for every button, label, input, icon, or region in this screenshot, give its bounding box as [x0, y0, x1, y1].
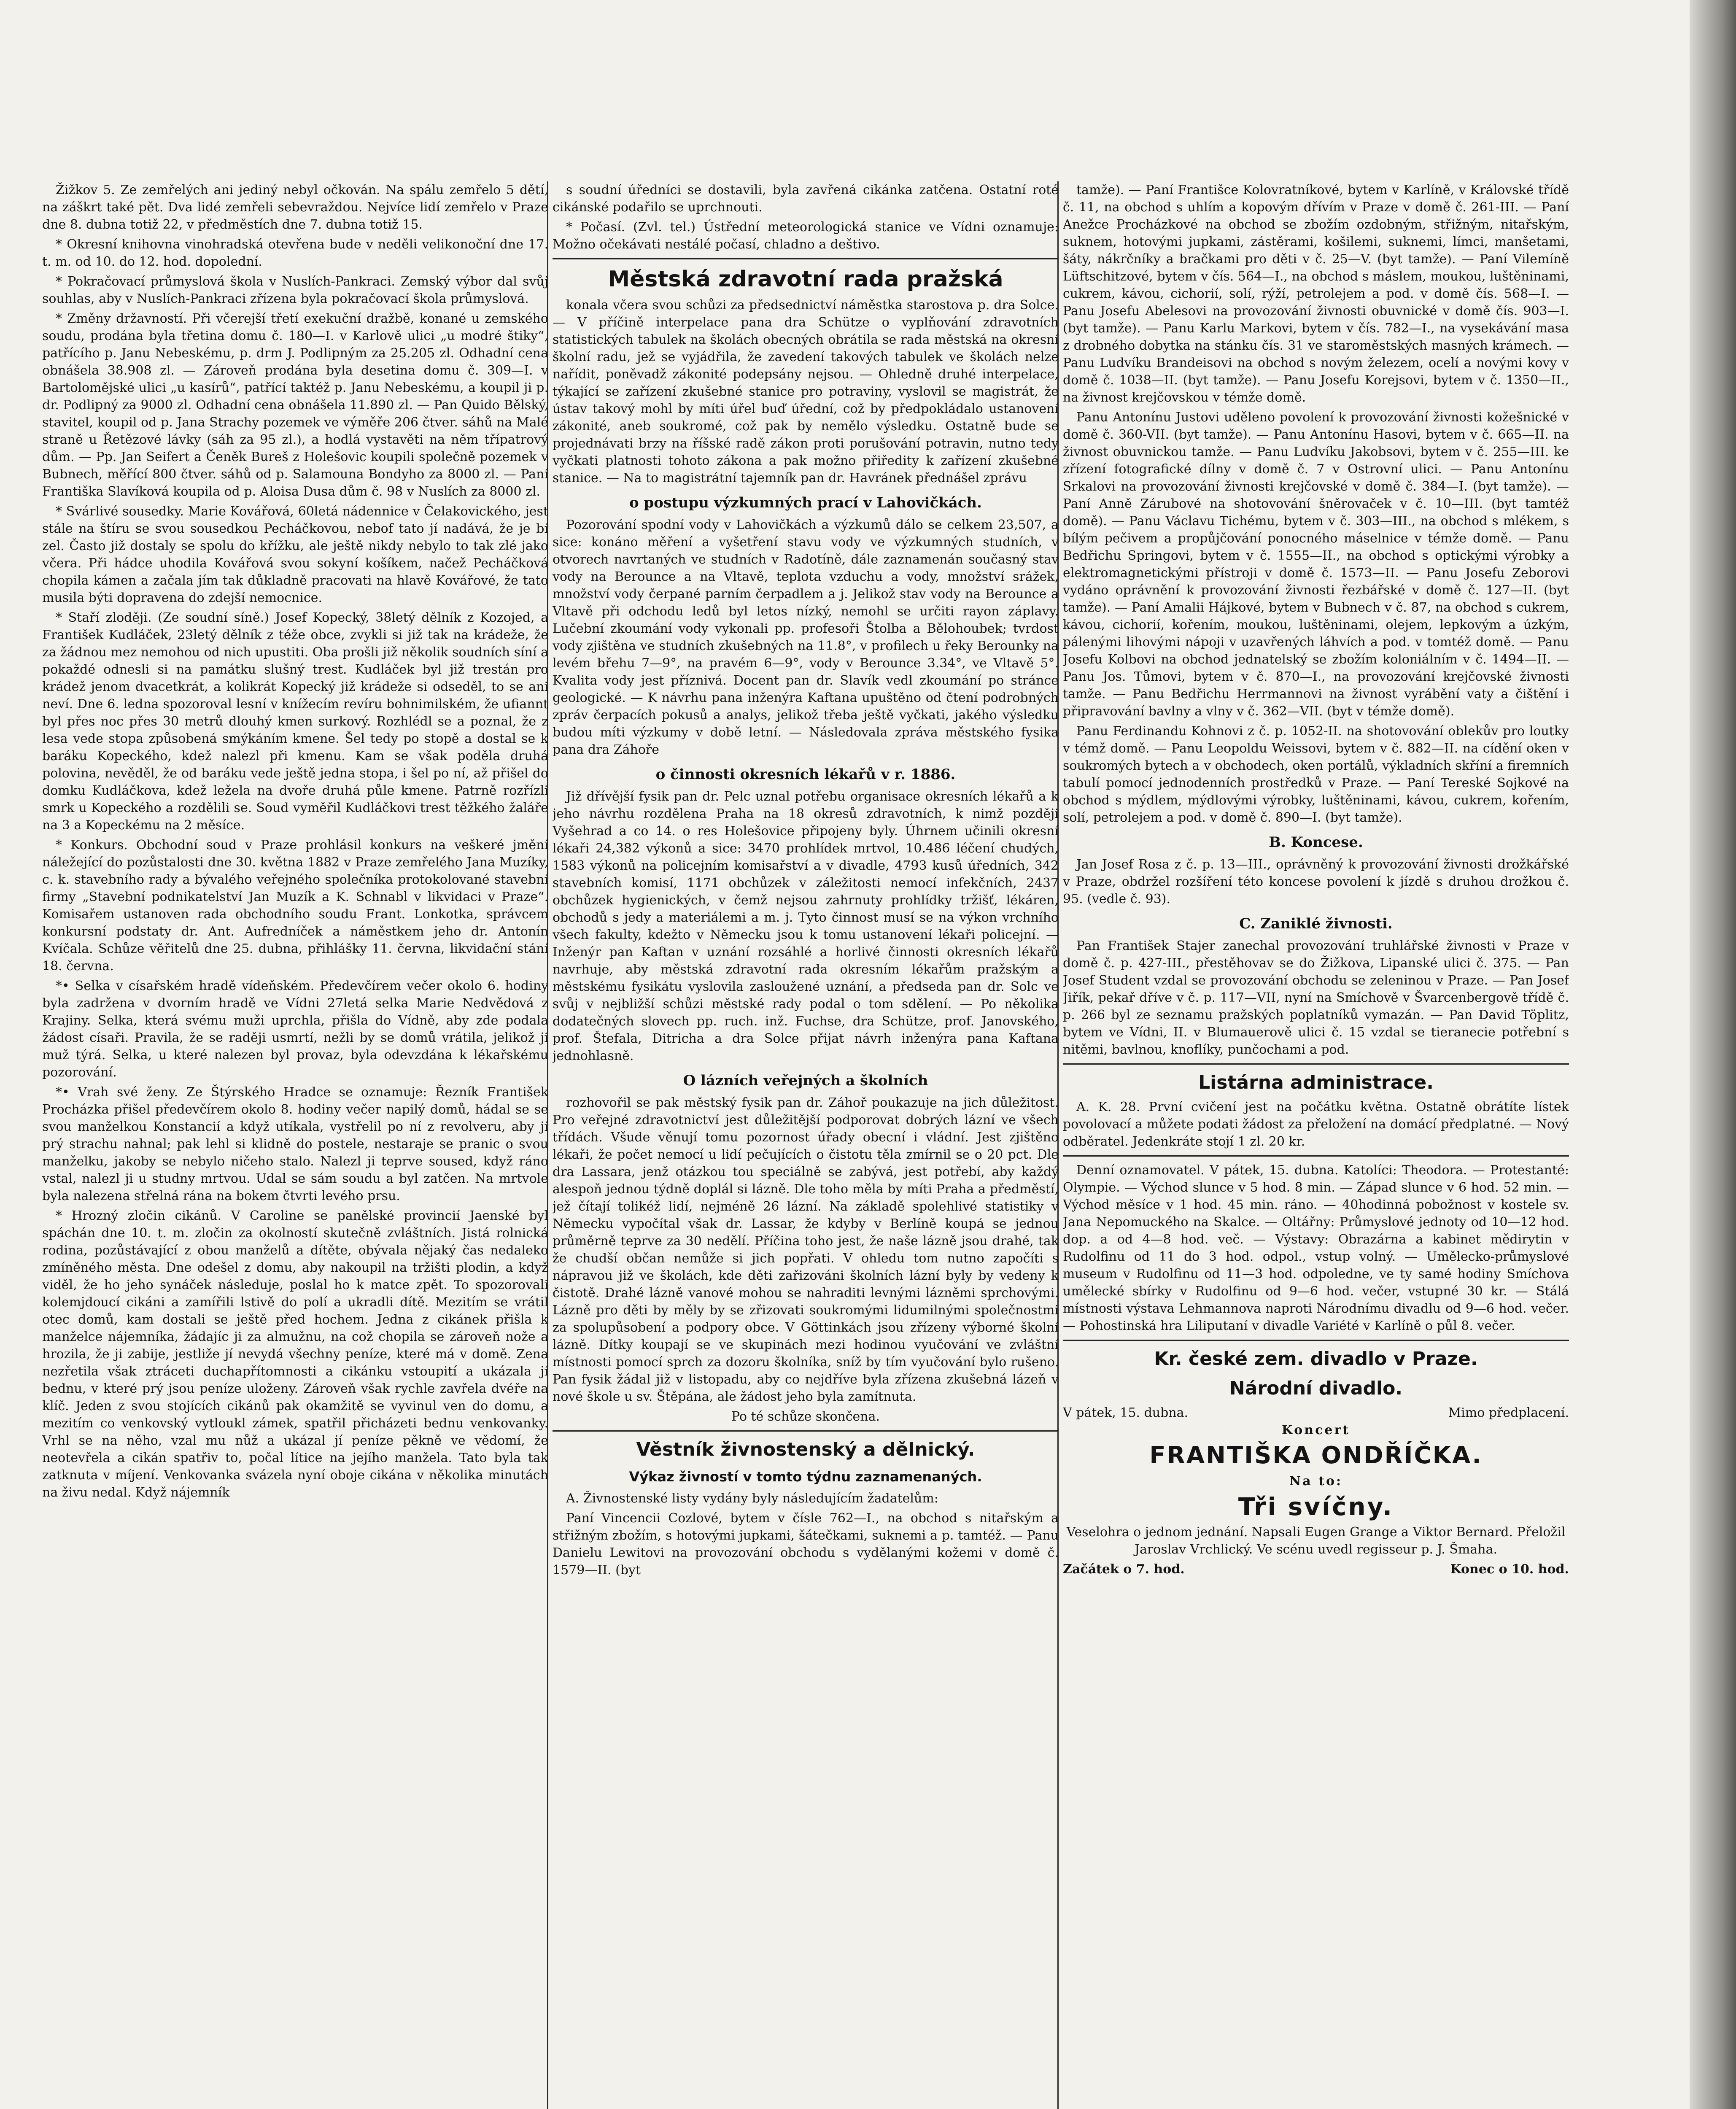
paragraph: *• Vrah své ženy. Ze Štýrského Hradce se oznamuje: Řezník František Procházka přišel předevčírem okolo 8. hodiny večer napilý domů, hádal se se svou manželkou Konstancií a když utíkala, vystřelil po ní z revolveru, aby jí prý strachu nahnal; pak lehl si klidně do postele, nestaraje se pranic o svou manželku, jakoby se nebylo ničeho stalo. Nalezl ji teprve soused, když ráno vstal, nalezl ji u studny mrtvou. Udal se sám soudu a byl zatčen. Na mrtvole byla nalezena střelná rána na bokem čtvrti levého prsu. — [42, 1085, 548, 1203]
paragraph: * Konkurs. Obchodní soud v Praze prohlásil konkurs na veškeré jmění náležející do pozůstalosti dne 30. května 1882 v Praze zemřelého Jana Muzíky, c. k. stavebního rady a bývalého veřejného společníka protokolované stavební firmy „Stavební podnikatelství Jan Muzík a K. Schnabl v likvidaci v Praze“. Komisařem ustanoven rada obchodního soudu Frant. Lonkotka, správcem konkursní podstaty dr. Ant. Aufredníček a náměstkem jeho dr. Antonín Kvíčala. Schůze věřitelů dne 25. dubna, přihlášky 11. června, likvidační stání 18. června. — [42, 838, 548, 974]
paragraph: A. Živnostenské listy vydány byly následujícím žadatelům: — [566, 1491, 938, 1506]
concert-artist: FRANTIŠKA ONDŘÍČKA. — [1149, 1442, 1483, 1469]
divider — [1063, 1155, 1569, 1157]
paragraph: rozhovořil se pak městský fysik pan dr. Záhoř poukazuje na jich důležitost. Pro veřejné zdravotnictví jest důležitější podporovat dobrých lázní ve všech třídách. Všude věnují tomu pozornost úřady obecní i vládní. Jest zjištěno lékaři, že počet nemocí u lidí pečujících o čistotu těla zmírnil se o 20 pct. Dle dra Lassara, jenž otázkou tou speciálně se zabývá, jest potřebí, aby každý alespoň jednou týdně doplál si lázně. Dle toho měla by míti Praha a předměstí, jež čítají tolikéž lidí, nejméně 26 lázní. Na základě spolehlivé statistiky v Německu vypočítal však dr. Lassar, že kdyby v Berlíně koupá se jednou průměrně teprve za 30 nedělí. Příčina toho jest, že naše lázně jsou drahé, tak že chudší občan nemůže si jich popřati. V ohledu tom nutno započíti s nápravou již ve školách, kde děti zařizováni školních lázní byly by vedeny k čistotě. Drahé lázně vanové mohou se nahraditi levnými lázněmi sprchovými. Lázně pro děti by měly by se zřizovati soukromými lidumilnými společnostmi za spolupůsobení a podpory obce. V Göttinkách jsou zřízeny výborné školní lázně. Dítky koupají se ve skupinách mezi hodinou vyučování ve zvláštní místnosti pomocí sprch za dozoru školníka, sníž by tím vyučování bylo rušeno. Pan fysik žádal již v listopadu, aby co nejdříve byla zřízena zkušebná lázeň v nové škole u sv. Štěpána, ale žádost jeho byla zamítnuta. — [553, 1095, 1059, 1404]
paragraph: * Hrozný zločin cikánů. V Caroline se panělské provincií Jaenské byl spáchán dne 10. t. m. zločin za okolností skutečně zvláštních. Jistá rolnická rodina, pozůstávající z obou manželů a dítěte, obývala nějaký čas nedaleko zmíněného města. Dne odešel z domu, aby nakoupil na tržišti plodin, a když viděl, že ho jeho synáček následuje, poslal ho k matce zpět. To spozorovali kolemjdoucí cikáni a zamířili lstivě do polí a ukradli dítě. Mezitím se vrátil otec domů, kam dostali se ještě před hochem. Jedna z cikánek přišla k manželce nájemníka, žádajíc ji za almužnu, na což chopila se zároveň nože a hrozila, že ji zabije, jestliže jí nevydá všechny peníze, které má v domě. Zena nezřetila však ztráceti duchapřítomnosti a cikánku vstoupití a ukázala jí bednu, v které prý jsou peníze uloženy. Zároveň však rychle zavřela dvéře na klíč. Jeden z svou stojících cikánů pak okamžitě se vyvinul ven do domu, a mezitím co venkovský vytloukl zámek, spatřil přicházeti bednu venkovanky. Vrhl se na něho, vzal mu nůž a ukázal jí peníze pěkně ve vědomí, že neotevřela a cikán spatřiv to, počal lítice na jejího manžela. Tato byla tak zatknuta v míjení. Venkovanka svázela nyní oboje cikána v několika minutách na živu nedal. Když nájemník — [42, 1208, 548, 1500]
column-3 — [1063, 181, 1569, 2109]
section-subheading: Výkaz živností v tomto týdnu zaznamenaných. — [629, 1469, 982, 1485]
section-heading: Městská zdravotní rada pražská — [608, 267, 1003, 292]
divider — [553, 258, 1059, 259]
paragraph: Panu Antonínu Justovi uděleno povolení k provozování živnosti kožešnické v domě č. 360-VII. (byt tamže). — Panu Antonínu Hasovi, bytem v č. 665—II. na živnost obuvnickou tamže. — Panu Ludvíku Jakobsovi, bytem v č. 255—III. ke zřízení fotografické dílny v domě č. 7 v Ostrovní ulici. — Panu Antonínu Srkalovi na provozování živnosti krejčovské v domě č. 384—I. (byt tamže). — Paní Anně Zárubové na shotovování šněrovaček v č. 10—III. (byt tamtéž domě). — Panu Václavu Tichému, bytem v č. 303—III., na obchod s mlékem, s bílým pečivem a propůjčování ponocného máselnice v témže domě. — Panu Bedřichu Springovi, bytem v č. 1555—II., na obchod s optickými výrobky a elektromagnetickými přístroji v domě č. 1573—II. — Panu Josefu Zeborovi vydáno oprávnění k provozování živnosti řezbářské v domě č. 127—II. (byt tamže). — Paní Amalii Hájkové, bytem v Bubnech v č. 87, na obchod s cukrem, kávou, cichorií, kořením, moukou, luštěninami, olejem, lepkovým a úzkým, pálenými lihovými nápoji v uzavřených láhvích a pod. v tomtéž domě. — Panu Josefu Kolbovi na obchod jednatelský se zbožím koloniálním v č. 1494—II. — Panu Jos. Tůmovi, bytem v č. 870—I., na provozování krejčovské živnosti tamže. — Panu Bedřichu Herrmannovi na živnost vyrábění vaty a čištění i připravování bavlny a vlny v č. 362—VII. (byt v témže domě). — [1063, 410, 1569, 719]
concert-label: Koncert — [1281, 1423, 1351, 1437]
paragraph: * Změny državností. Při včerejší třetí exekuční dražbě, konané u zemského soudu, prodána byla třetina domu č. 180—I. v Karlově ulici „u modré štiky“, patřícího p. Janu Nebeskému, p. drm J. Podlipným za 25.205 zl. Odhadní cena obnášela 38.908 zl. — Zároveň prodána byla desetina domu č. 309—I. v Bartolomějské ulici „u kasírů“, patřící taktéž p. Janu Nebeskému, a koupil ji p. dr. Podlipný za 9000 zl. Odhadní cena obnášela 11.890 zl. — Pan Quido Bělský, stavitel, koupil od p. Jana Strachy pozemek ve výměře 206 čtver. sáhů na Malé straně u Řetězové lávky (sáh za 95 zl.), a hodlá vystavěti na něm třípatrový dům. — Pp. Jan Seifert a Čeněk Bureš z Holešovic koupili společně pozemek v Bubnech, měřící 800 čtver. sáhů od p. Salamouna Bondyho za 8000 zl. — Paní Františka Slavíková koupila od p. Aloisa Dusa dům č. 98 v Nuslích za 8000 zl. — [42, 311, 548, 499]
paragraph: * Okresní knihovna vinohradská otevřena bude v neděli velikonoční dne 17. t. m. od 10. do 12. hod. dopolední. — [42, 237, 548, 269]
paragraph: *• Selka v císařském hradě vídeňském. Předevčírem večer okolo 6. hodiny byla zadržena v dvorním hradě ve Vídni 27letá selka Marie Nedvědová z Krajiny. Selka, která svému muži uprchla, přišla do Vídně, aby zde podala žádost císaři. Pravila, že se raději usmrtí, nežli by se domů vrátila, jelikož ji muž týrá. Selka, u které nalezen byl provaz, byla odevzdána k lékařskému pozorování. — [42, 979, 548, 1080]
paragraph: Žižkov 5. Ze zemřelých ani jediný nebyl očkován. Na spálu zemřelo 5 dětí, na záškrt také pět. Dva lidé zemřeli sebevraždou. Nejvíce lidí zemřelo v Praze dne 8. dubna totiž 22, v předměstích dne 7. dubna totiž 15. — [42, 183, 548, 232]
performance-date-row — [1063, 1404, 1569, 1421]
section-heading: C. Zaniklé živnosti. — [1239, 915, 1393, 932]
section-heading: Listárna administrace. — [1198, 1072, 1434, 1093]
paragraph: tamže). — Paní Františce Kolovratníkové, bytem v Karlíně, v Královské třídě č. 11, na obchod s uhlím a kopovým dřívím v Praze v domě č. 261-III. — Paní Anežce Procházkové na obchod se zbožím ozdobným, střižným, nitařským, suknem, hotovými jupkami, zástěrami, košilemi, suknemi, límci, manšetami, šáty, nákrčníky a bračkami pro děti v č. 25—V. (byt tamže). — Paní Vilemíně Lüftschitzové, bytem v čís. 564—I., na obchod s máslem, moukou, luštěninami, cukrem, kávou, cichorií, solí, rýží, petrolejem a pod. v domě čís. 568—I. — Panu Josefu Abelesovi na provozování živnosti obuvnické v domě čís. 903—I. (byt tamže). — Panu Karlu Markovi, bytem v čís. 782—I., na vysekávání masa z drobného dobytka na stánku čís. 31 ve staroměstských masných krámech. — Panu Ludvíku Brandeisovi na obchod s novým železem, ocelí a novými kovy v domě č. 1038—II. (byt tamže). — Panu Josefu Korejsovi, bytem v č. 1350—II., na živnost krejčovskou v témže domě. — [1063, 183, 1569, 405]
section-heading: o postupu výzkumných prací v Lahovičkách. — [629, 494, 982, 511]
paragraph: * Staří zloději. (Ze soudní síně.) Josef Kopecký, 38letý dělník z Kozojed, a František Kudláček, 23letý dělník z téže obce, zvykli si již tak na krádeže, že za žádnou mez nemohou od nich upustiti. Oba prošli již několik soudních síní a pokaždé odnesli si na památku slušný trest. Kudláček byl již trestán pro krádež jenom dvacetkrát, a kolikrát Kopecký již krádeže si odseděl, to se ani neví. Dne 6. ledna spozoroval lesní v knížecím revíru bohnimilském, že ufiannt byl přes noc přes 30 metrů dlouhý kmen surkový. Rozhlédl se a poznal, že z lesa vede stopa způsobená smýkáním kmene. Šel tedy po stopě a dostal se k baráku Kopeckého, kdež nalezl při kmenu. Kam se však poděla druhá polovina, nevěděl, že od baráku vede ještě jedna stopa, i šel po ní, až přišel do domku Kudláčkova, kdež ležela na dvoře druhá půle kmene. Patrně rozřízli smrk u Kopeckého a rozdělili se. Soud vyměřil Kudláčkovi trest těžkého žaláře na 3 a Kopeckému na 2 měsíce. — [42, 610, 548, 833]
paragraph: Paní Vincencii Cozlové, bytem v čísle 762—I., na obchod s nitařským a střižným zbožím, s hotovými jupkami, šátečkami, suknemi a p. tamtéž. — Panu Danielu Lewitovi na provozování obchodu s vydělanými kožemi v domě č. 1579—II. (byt — [553, 1511, 1059, 1578]
paragraph: * Svárlivé sousedky. Marie Kovářová, 60letá nádennice v Čelakovického, jest stále na štíru se svou sousedkou Pecháčkovou, nebof tato jí nadává, že je bí zel. Často již dostaly se spolu do křížku, ale ještě nikdy nebylo to tak zlé jako včera. Při hádce uhodila Kovářová svou sokyní košíkem, načež Pecháčková chopila kámen a začala jím tak důkladně pracovati na hlavě Kovářové, že tato musila býti dopravena do zdejší nemocnice. — [42, 504, 548, 605]
divider — [1063, 1063, 1569, 1065]
paragraph: Jan Josef Rosa z č. p. 13—III., oprávněný k provozování živnosti drožkářské v Praze, obdržel rozšíření této koncese povolení k jízdě s druhou drožkou č. 95. (vedle č. 93). — [1063, 857, 1569, 906]
column-2 — [553, 181, 1059, 2109]
theatre-subheading: Národní divadlo. — [1229, 1378, 1403, 1399]
play-title: Tři svíčny. — [1238, 1492, 1394, 1521]
then-label: Na to: — [1289, 1474, 1343, 1489]
column-1 — [42, 181, 548, 2109]
section-heading: Věstník živnostenský a dělnický. — [636, 1439, 975, 1460]
section-heading: o činnosti okresních lékařů v r. 1886. — [655, 766, 956, 783]
paragraph: * Pokračovací průmyslová škola v Nuslích-Pankraci. Zemský výbor dal svůj souhlas, aby v Nuslích-Pankraci zřízena byla pokračovací škola průmyslová. — [42, 274, 548, 306]
section-heading: B. Koncese. — [1269, 834, 1363, 851]
paragraph: Pozorování spodní vody v Lahovičkách a výzkumů dálo se celkem 23,507, a sice: konáno měření a vyšetření stavu vody ve výzkumných studních, v otvorech navrtaných ve studních v Radotíně, dále zaznamenán současný stav vody na Berounce a na Vltavě, teplota vzduchu a vody, množství srážek, množství vody čerpané parním čerpadlem a j. Jelikož stav vody na Berounce a Vltavě při odchodu ledů byl letos nízký, nemohl se určiti rayon záplavy. Lučební zkoumání vody vykonali pp. profesoři Štolba a Bělohoubek; tvrdost vody zjištěna ve studních zkušebných na 11.8°, v profilech u řeky Berounky na levém břehu 7—9°, na pravém 6—9°, vody v Berounce 3.34°, ve Vltavě 5°. Kvalita vody jest příznivá. Docent pan dr. Slavík vedl zkoumání po stránce geologické. — K návrhu pana inženýra Kaftana upuštěno od čtení podrobných zpráv čerpacích pokusů a analys, jelikož třeba ještě vyčkati, jakého výsledku budou míti výzkumy v době letní. — Následovala zpráva městského fysika pana dra Záhoře — [553, 518, 1059, 757]
paragraph: * Počasí. (Zvl. tel.) Ústřední meteorologická stanice ve Vídni oznamuje: Možno očekávati nestálé počasí, chladno a deštivo. — [553, 220, 1059, 252]
paragraph: Pan František Stajer zanechal provozování truhlářské živnosti v Praze v domě č. p. 427-III., přestěhovav se do Žižkova, Lipanské ulici č. 375. — Pan Josef Student vzdal se provozování obchodu se zeleninou v Praze. — Pan Josef Jiřík, pekař dříve v č. p. 117—VII, nyní na Smíchově v Švarcenbergově třídě č. p. 266 byl ze seznamu pražských poplatníků vymazán. — Pan David Töplitz, bytem ve Vídni, II. v Blumauerově ulici č. 15 vzdal se tieranecie potřební s nitěmi, bavlnou, knoflíky, punčochami a pod. — [1063, 939, 1569, 1057]
paragraph: Denní oznamovatel. V pátek, 15. dubna. Katolíci: Theodora. — Protestanté: Olympie. — Východ slunce v 5 hod. 8 min. — Západ slunce v 6 hod. 52 min. — Východ měsíce v 1 hod. 45 min. ráno. — 40hodinná pobožnost v kostele sv. Jana Nepomuckého na Skalce. — Oltářny: Průmyslové jednoty od 10—12 hod. dop. a od 4—8 hod. več. — Výstavy: Obrazárna a kabinet mědirytin v Rudolfinu od 11 do 3 hod. odpol., vstup volný. — Umělecko-průmyslové museum v Rudolfinu od 11—3 hod. odpoledne, ve ty samé hodiny Smíchova umělecké sbírky v Rudolfinu od 9—6 hod. večer, vstupné 30 kr. — Stálá místnosti výstava Lehmannova naproti Národnímu divadlu od 9—6 hod. večer. — Pohostinská hra Liliputaní v divadle Variété v Karlíně o půl 8. večer. — [1063, 1163, 1569, 1333]
paragraph: Již dřívější fysik pan dr. Pelc uznal potřebu organisace okresních lékařů a k jeho návrhu rozdělena Praha na 18 okresů zdravotních, k nimž později Vyšehrad a co 14. o res Holešovice připojeny byly. Úhrnem učinili okresní lékaři 24,382 výkonů a sice: 3470 prohlídek mrtvol, 10.486 léčení chudých, 1583 výkonů na policejním komisařství a v divadle, 4793 kusů úředních, 342 stavebních komisí, 1171 obchůzek v záležitosti nemocí infekčních, 2437 obchůzek hygienických, v čemž nejsou zahrnuty prohlídky tržišť, lékáren, obchodů s jedy a materiálemi a m. j. Tyto činnost musí se na výkon vrchního všech fakulty, kdežto v Německu jsou k tomu ustanovení lékaři policejní. — Inženýr pan Kaftan v uznání rozsáhlé a horlivé činnosti okresních lékařů navrhuje, aby městská zdravotní rada okresním lékařům pražským a městskému fysikátu vyslovila zasloužené uznání, a předseda pan dr. Solc ve svůj v nejbližší schůzi městské rady podal o tom sdělení. — Po několika dodatečných slovech pp. ruch. inž. Fuchse, dra Schütze, prof. Janovského, prof. Štefala, Ditricha a dra Solce přijat návrh inženýra pana Kaftana jednohlasně. — [553, 789, 1059, 1063]
end-time: Konec o 10. hod. — [1450, 1562, 1569, 1577]
performance-date: V pátek, 15. dubna. — [1063, 1405, 1189, 1420]
divider — [553, 1430, 1059, 1432]
page-edge-shadow — [1690, 0, 1736, 2109]
start-time: Začátek o 7. hod. — [1063, 1562, 1185, 1577]
section-heading: O lázních veřejných a školních — [683, 1072, 928, 1089]
play-description: Veselohra o jednom jednání. Napsali Eugen Grange a Viktor Bernard. Přeložil Jaroslav Vrchlický. Ve scénu uvedl regisseur p. J. Šmaha. — [1066, 1525, 1566, 1557]
performance-time-row — [1063, 1561, 1569, 1578]
subscription-note: Mimo předplacení. — [1448, 1405, 1569, 1420]
theatre-heading: Kr. české zem. divadlo v Praze. — [1154, 1348, 1478, 1370]
paragraph: konala včera svou schůzi za předsednictví náměstka starostova p. dra Solce. — V příčině interpelace pana dra Schütze o vyplňování zdravotních statistických tabulek na školách obecných obrátila se rada městská na okresní školní radu, jež se vyjádřila, že zavedení takových tabulek ve školách nelze nařídit, poněvadž zákonité podepsány nejsou. — Ohledně druhé interpelace, týkající se zařízení zkušebné stanice pro potraviny, vyslovil se magistrát, že ústav takový mohl by míti úřel buď úřední, což by předpokládalo ustanovení zákonité, aneb soukromé, což pak by nemělo výsledku. Ostatně bude se projednávati brzy na říšské radě zákon proti porušování potravin, nutno tedy vyčkati platnosti tohoto zákona a pak možno přiředity k zařízení zkušebné stanice. — Na to magistrátní tajemník pan dr. Havránek přednášel zprávu — [553, 298, 1059, 485]
divider — [1063, 1340, 1569, 1341]
paragraph: Po té schůze skončena. — [731, 1409, 880, 1424]
paragraph: A. K. 28. První cvičení jest na počátku května. Ostatně obrátíte lístek povolovací a můžete podati žádost za přeložení na domácí předplatné. — Nový odběratel. Jedenkráte stojí 1 zl. 20 kr. — [1063, 1100, 1569, 1149]
paragraph: s soudní úředníci se dostavili, byla zavřená cikánka zatčena. Ostatní roté cikánské podařilo se uprchnouti. — [553, 183, 1059, 215]
paragraph: Panu Ferdinandu Kohnovi z č. p. 1052-II. na shotovování oblekův pro loutky v témž domě. — Panu Leopoldu Weissovi, bytem v č. 882—II. na cídění oken v soukromých bytech a v obchodech, oken portálů, výkladních skříní a firemních tabulí pomocí jednodenních prostředků v Praze. — Paní Tereské Sojkové na obchod s mýdlem, mýdlovými výrobky, luštěninami, kávou, cukrem, kořením, solí, petrolejem a pod. v domě č. 890—I. (byt tamže). — [1063, 724, 1569, 825]
